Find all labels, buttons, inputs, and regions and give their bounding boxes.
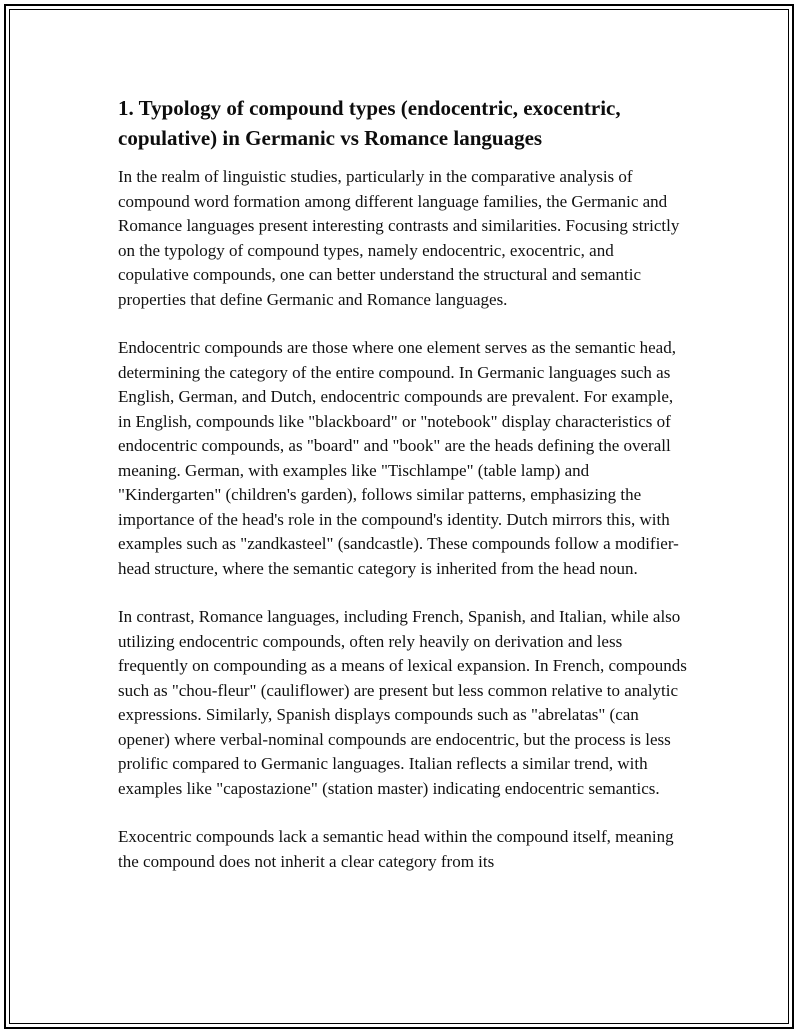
paragraph-exocentric: Exocentric compounds lack a semantic head within the compound itself, meaning the compound does not inherit a clear category from its (118, 827, 674, 871)
paragraph-endocentric-germanic: Endocentric compounds are those where one element serves as the semantic head, determining the category of the entire compound. In Germanic languages such as English, German, and Dutch, endocentric compounds are prevalent. For example, in English, compounds like "blackboard" or "notebook" display characteristics of endocentric compounds, as "board" and "book" are the heads defining the overall meaning. German, with examples like "Tischlampe" (table lamp) and "Kindergarten" (children's garden), follows similar patterns, emphasizing the importance of the head's role in the compound's identity. Dutch mirrors this, with examples such as "zandkasteel" (sandcastle). These compounds follow a modifier-head structure, where the semantic category is inherited from the head noun. (118, 338, 679, 578)
section-heading: 1. Typology of compound types (endocentric, exocentric, copulative) in Germanic vs Romance languages (118, 96, 621, 150)
paragraph-endocentric-romance: In contrast, Romance languages, including French, Spanish, and Italian, while also utilizing endocentric compounds, often rely heavily on derivation and less frequently on compounding as a means of lexical expansion. In French, compounds such as "chou-fleur" (cauliflower) are present but less common relative to analytic expressions. Similarly, Spanish displays compounds such as "abrelatas" (can opener) where verbal-nominal compounds are endocentric, but the process is less prolific compared to Germanic languages. Italian reflects a similar trend, with examples like "capostazione" (station master) indicating endocentric semantics. (118, 607, 687, 798)
document-body (118, 93, 688, 898)
paragraph-intro: In the realm of linguistic studies, particularly in the comparative analysis of compound word formation among different language families, the Germanic and Romance languages present interesting contrasts and similarities. Focusing strictly on the typology of compound types, namely endocentric, exocentric, and copulative compounds, one can better understand the structural and semantic properties that define Germanic and Romance languages. (118, 167, 680, 309)
